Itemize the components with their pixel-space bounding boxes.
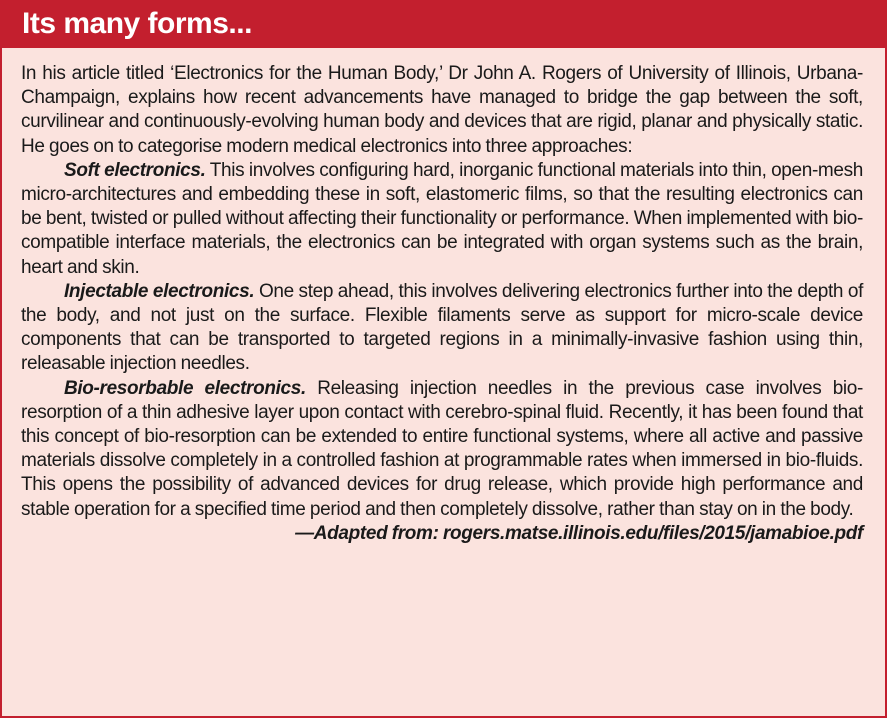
section-text: Releasing injection needles in the previous case involves bio-resorption of a thin adhesive layer upon contact with cerebro-spinal fluid. Recently, it has been found that this concept of bio-resorption can be extended to entire functional systems, where all active and passive materials dissolve completely in a controlled fashion at programmable rates when immersed in bio-fluids. This opens the possibility of advanced devices for drug release, which provide high performance and stable operation for a specified time period and then completely dissolve, rather than stay on in the body. (21, 377, 863, 520)
section-heading: Soft electronics. (64, 159, 206, 181)
section-soft-electronics (21, 159, 863, 280)
box-title: Its many forms... (22, 7, 252, 40)
intro-paragraph: In his article titled ‘Electronics for the Human Body,’ Dr John A. Rogers of University of Illinois, Urbana-Champaign, explains how recent advancements have managed to bridge the gap between the soft, curvilinear and continuously-evolving human body and devices that are rigid, planar and physically static. He goes on to categorise modern medical electronics into three approaches: (21, 63, 863, 157)
section-bioresorbable-electronics (21, 377, 863, 522)
section-text: One step ahead, this involves delivering electronics further into the depth of the body, and not just on the surface. Flexible filaments serve as support for micro-scale device components that can be transported to targeted regions in a minimally-invasive fashion using thin, releasable injection needles. (21, 280, 863, 375)
article-body (21, 62, 863, 546)
source-citation: —Adapted from: rogers.matse.illinois.edu/files/2015/jamabioe.pdf (295, 522, 863, 544)
section-heading: Bio-resorbable electronics. (64, 377, 306, 399)
box-header (2, 2, 885, 48)
section-text: This involves configuring hard, inorganic functional materials into thin, open-mesh micro-architectures and embedding these in soft, elastomeric films, so that the resulting electronics can be bent, twisted or pulled without affecting their functionality or performance. When implemented with bio-compatible interface materials, the electronics can be integrated with organ systems such as the brain, heart and skin. (21, 159, 863, 278)
section-heading: Injectable electronics. (64, 280, 255, 302)
section-injectable-electronics (21, 280, 863, 377)
